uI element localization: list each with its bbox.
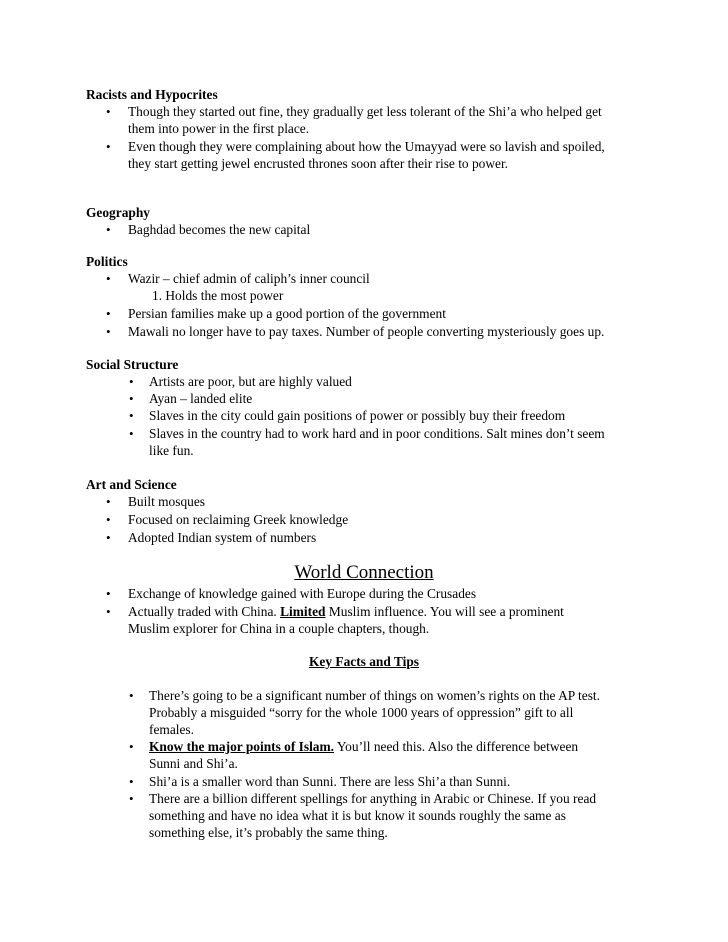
list-item-text: There are a billion different spellings for anything in Arabic or Chinese. If you read: [149, 791, 597, 806]
list-item-text: Adopted Indian system of numbers: [128, 530, 317, 545]
heading-key-facts: Key Facts and Tips: [308, 654, 419, 669]
list-item-text: them into power in the first place.: [128, 121, 310, 136]
heading-world-connection: World Connection: [294, 562, 434, 583]
bullet-icon: •: [129, 739, 134, 754]
list-item-text: Artists are poor, but are highly valued: [149, 374, 352, 389]
bullet-icon: •: [106, 494, 111, 509]
list-item-text: they start getting jewel encrusted thrones soon after their rise to power.: [128, 156, 509, 171]
bullet-icon: •: [106, 586, 111, 601]
heading-social-structure: Social Structure: [86, 357, 179, 372]
text-run: You’ll need this. Also the difference between: [334, 739, 579, 754]
bullet-icon: •: [129, 391, 134, 406]
list-item-text: Probably a misguided “sorry for the whole 1000 years of oppression” gift to all: [149, 705, 574, 720]
list-item-text: Sunni and Shi’a.: [149, 756, 238, 771]
bullet-icon: •: [106, 530, 111, 545]
bullet-icon: •: [106, 604, 111, 619]
list-item-text: Wazir – chief admin of caliph’s inner council: [128, 271, 370, 286]
list-item-text: Even though they were complaining about how the Umayyad were so lavish and spoiled,: [128, 139, 605, 154]
list-item-text: females.: [149, 722, 194, 737]
list-item-text: Persian families make up a good portion of the government: [128, 306, 446, 321]
emphasis-islam: Know the major points of Islam.: [149, 739, 334, 754]
list-item-text: Focused on reclaiming Greek knowledge: [128, 512, 349, 527]
bullet-icon: •: [106, 271, 111, 286]
list-item-text: Exchange of knowledge gained with Europe during the Crusades: [128, 586, 477, 601]
text-run: Actually traded with China.: [128, 604, 281, 619]
bullet-icon: •: [129, 408, 134, 423]
bullet-icon: •: [129, 774, 134, 789]
bullet-icon: •: [106, 222, 111, 237]
list-item-text: Slaves in the country had to work hard and in poor conditions. Salt mines don’t seem: [149, 426, 605, 441]
text-run: Muslim influence. You will see a prominent: [325, 604, 564, 619]
list-item-text: [149, 738, 578, 755]
bullet-icon: •: [106, 139, 111, 154]
list-item-text: something and have no idea what it is but know it sounds roughly the same as: [149, 808, 566, 823]
bullet-icon: •: [106, 104, 111, 119]
emphasis-limited: Limited: [280, 604, 326, 619]
list-item-text: Slaves in the city could gain positions of power or possibly buy their freedom: [149, 408, 566, 423]
bullet-icon: •: [106, 512, 111, 527]
list-item-text: Muslim explorer for China in a couple chapters, though.: [128, 621, 430, 636]
list-item-text: Mawali no longer have to pay taxes. Number of people converting mysteriously goes up.: [128, 324, 605, 339]
list-item-text: Though they started out fine, they gradually get less tolerant of the Shi’a who helped get: [128, 104, 602, 119]
list-item-text: something else, it’s probably the same thing.: [149, 825, 388, 840]
numbered-item: 1. Holds the most power: [152, 288, 284, 303]
bullet-icon: •: [129, 374, 134, 389]
bullet-icon: •: [106, 324, 111, 339]
bullet-icon: •: [129, 426, 134, 441]
list-item-text: Built mosques: [128, 494, 206, 509]
heading-politics: Politics: [86, 254, 128, 269]
bullet-icon: •: [129, 791, 134, 806]
list-item-text: Shi’a is a smaller word than Sunni. There are less Shi’a than Sunni.: [149, 774, 511, 789]
bullet-icon: •: [106, 306, 111, 321]
heading-art-and-science: Art and Science: [86, 477, 177, 492]
heading-geography: Geography: [86, 205, 150, 220]
list-item-text: like fun.: [149, 443, 194, 458]
list-item-text: Baghdad becomes the new capital: [128, 222, 311, 237]
list-item-text: There’s going to be a significant number of things on women’s rights on the AP test.: [149, 688, 601, 703]
list-item-text: Ayan – landed elite: [149, 391, 253, 406]
bullet-icon: •: [129, 688, 134, 703]
list-item-text: [128, 603, 564, 620]
heading-racists: Racists and Hypocrites: [86, 87, 218, 102]
